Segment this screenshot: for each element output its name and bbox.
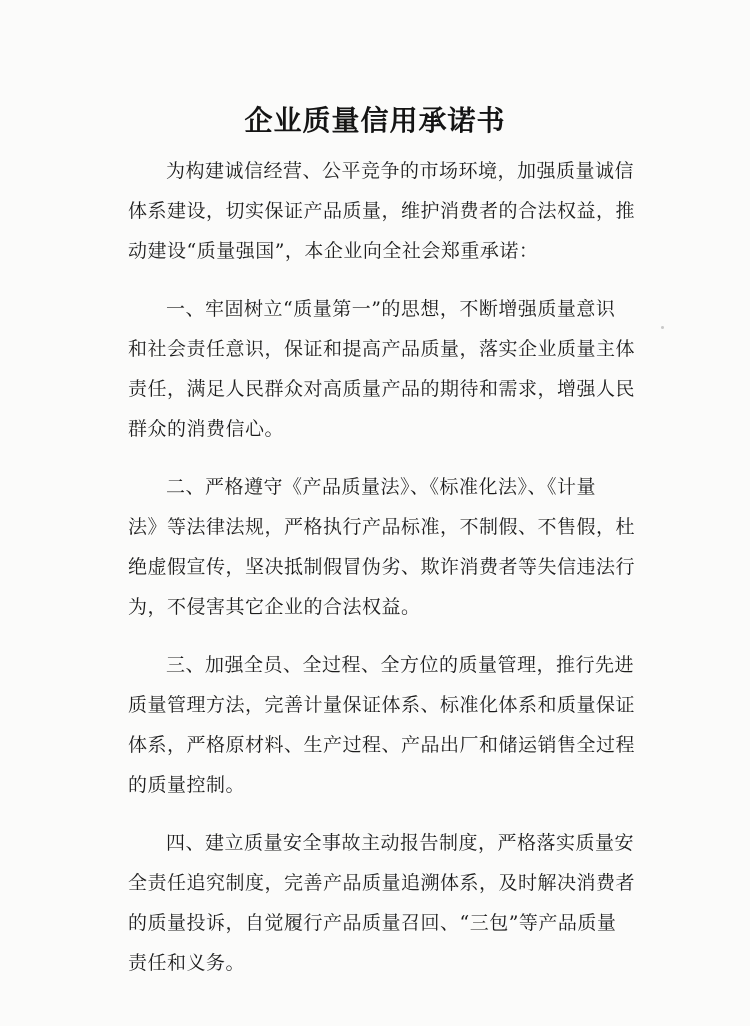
paragraph-commitment-1 xyxy=(128,289,668,449)
paragraph-line: 三、加强全员、全过程、全方位的质量管理，推行先进 xyxy=(166,654,635,676)
paragraph-line: 体系，严格原材料、生产过程、产品出厂和储运销售全过程 xyxy=(128,734,636,756)
paragraph-line: 和社会责任意识，保证和提高产品质量，落实企业质量主体 xyxy=(128,338,636,360)
paragraph-line: 一、牢固树立“质量第一”的思想，不断增强质量意识 xyxy=(166,298,616,320)
paragraph-line: 责任，满足人民群众对高质量产品的期待和需求，增强人民 xyxy=(128,378,636,400)
paragraph-line: 为，不侵害其它企业的合法权益。 xyxy=(128,596,421,618)
paragraph-line: 绝虚假宣传，坚决抵制假冒伪劣、欺诈消费者等失信违法行 xyxy=(128,556,636,578)
paragraph-intro xyxy=(128,151,668,271)
paragraph-line: 群众的消费信心。 xyxy=(128,418,285,440)
paragraph-line: 体系建设，切实保证产品质量，维护消费者的合法权益，推 xyxy=(128,200,636,222)
scan-speck xyxy=(661,326,664,329)
paragraph-line: 责任和义务。 xyxy=(128,952,246,974)
paragraph-commitment-3 xyxy=(128,645,668,805)
paragraph-line: 为构建诚信经营、公平竞争的市场环境，加强质量诚信 xyxy=(166,160,635,182)
paragraph-line: 的质量投诉，自觉履行产品质量召回、“三包”等产品质量 xyxy=(128,912,617,934)
paragraph-line: 二、严格遵守《产品质量法》、《标准化法》、《计量 xyxy=(166,476,597,498)
paragraph-commitment-4 xyxy=(128,823,668,983)
paragraph-line: 法》等法律法规，严格执行产品标准，不制假、不售假，杜 xyxy=(128,516,636,538)
paragraph-line: 质量管理方法，完善计量保证体系、标准化体系和质量保证 xyxy=(128,694,636,716)
document-body xyxy=(128,151,668,1001)
paragraph-line: 全责任追究制度，完善产品质量追溯体系，及时解决消费者 xyxy=(128,872,636,894)
paragraph-line: 动建设“质量强国”，本企业向全社会郑重承诺： xyxy=(128,240,539,262)
document-title: 企业质量信用承诺书 xyxy=(244,104,506,137)
paragraph-line: 的质量控制。 xyxy=(128,774,246,796)
paragraph-commitment-2 xyxy=(128,467,668,627)
paragraph-line: 四、建立质量安全事故主动报告制度，严格落实质量安 xyxy=(166,832,635,854)
